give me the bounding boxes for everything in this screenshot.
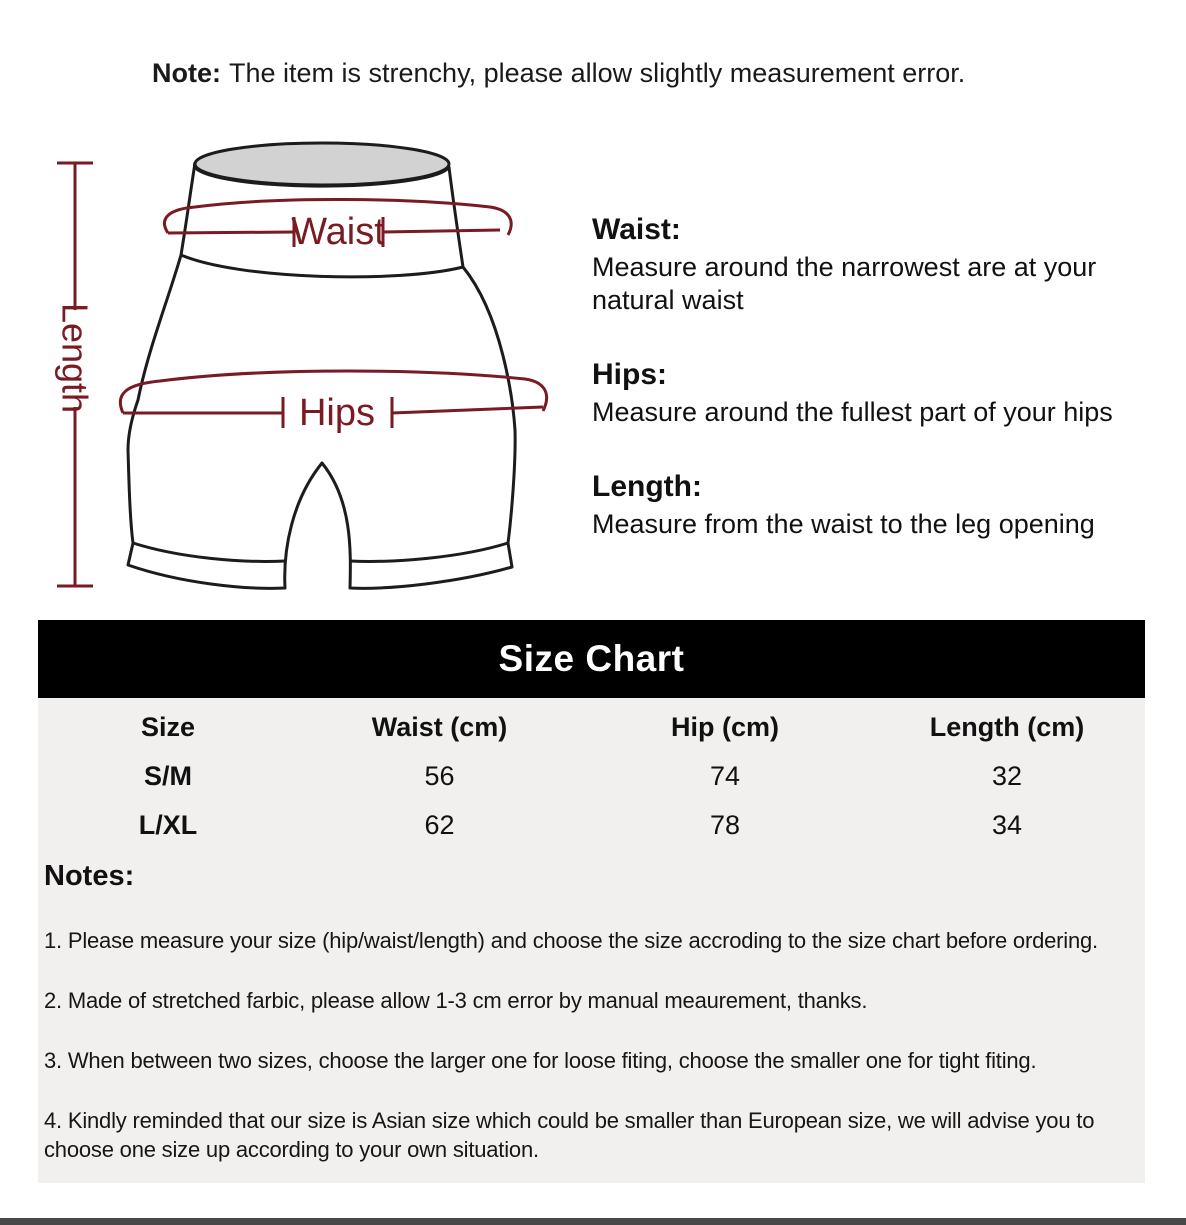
- size-chart-header: [38, 620, 1145, 698]
- shorts-measurement-diagram: [30, 130, 580, 610]
- guide-waist-title: Waist:: [592, 213, 681, 246]
- row-lxl-hip: 78: [709, 810, 741, 840]
- note-2: 2. Made of stretched farbic, please allow 1-3 cm error by manual meaurement, thanks.: [44, 988, 868, 1013]
- row-lxl-waist: 62: [424, 810, 455, 840]
- top-note: [152, 58, 965, 89]
- size-chart-table: [38, 703, 1145, 850]
- bottom-divider-bar: [0, 1218, 1186, 1225]
- hips-arc-label: Hips: [298, 392, 376, 434]
- size-chart-block: [38, 620, 1145, 1183]
- row-sm-length: 32: [991, 761, 1023, 791]
- col-header-size: Size: [140, 712, 196, 742]
- col-header-waist: Waist (cm): [371, 712, 508, 742]
- guide-length-desc: Measure from the waist to the leg opening: [592, 509, 1095, 539]
- row-sm-size: S/M: [143, 761, 192, 791]
- guide-hips: [592, 357, 1164, 429]
- waist-arc-label: Waist: [291, 211, 385, 253]
- row-sm-waist: 56: [424, 761, 455, 791]
- row-lxl-size: L/XL: [138, 810, 198, 840]
- guide-hips-desc: Measure around the fullest part of your hips: [592, 397, 1113, 427]
- length-line-label: Length: [54, 302, 96, 414]
- waistband-opening: [195, 143, 449, 185]
- col-header-length: Length (cm): [929, 712, 1085, 742]
- col-header-hip: Hip (cm): [671, 712, 779, 742]
- note-1: 1. Please measure your size (hip/waist/length) and choose the size accroding to the size chart before ordering.: [44, 928, 1098, 953]
- row-sm-hip: 74: [709, 761, 741, 791]
- notes-heading: Notes:: [44, 860, 135, 892]
- guide-waist-desc: Measure around the narrowest are at your natural waist: [592, 252, 1097, 315]
- row-lxl-length: 34: [991, 810, 1023, 840]
- top-note-text: The item is strenchy, please allow slightly measurement error.: [229, 58, 966, 88]
- notes-section: [38, 850, 1145, 1164]
- guide-length: [592, 469, 1164, 541]
- note-4: 4. Kindly reminded that our size is Asian size which could be smaller than European size, we will advise you to choose one size up according to your own situation.: [44, 1108, 1095, 1162]
- size-chart-title: Size Chart: [498, 638, 685, 679]
- note-3: 3. When between two sizes, choose the larger one for loose fiting, choose the smaller one for tight fiting.: [44, 1048, 1037, 1073]
- guide-waist: [592, 212, 1164, 317]
- measuring-guide: [592, 212, 1164, 581]
- top-note-label: Note:: [152, 58, 221, 88]
- guide-hips-title: Hips:: [592, 358, 667, 391]
- guide-length-title: Length:: [592, 470, 702, 503]
